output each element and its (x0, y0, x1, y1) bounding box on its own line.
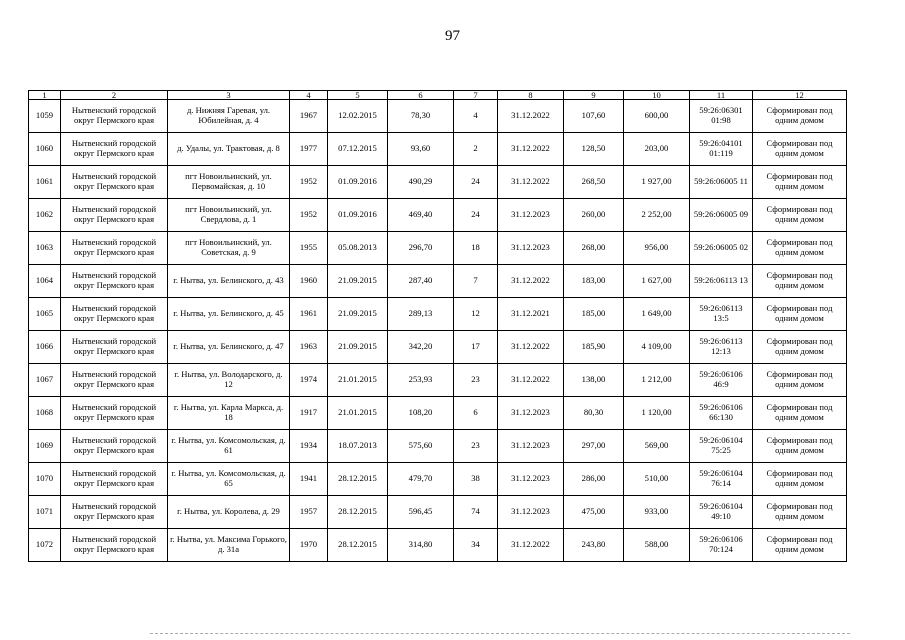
table-cell-col-8: 31.12.2023 (498, 463, 564, 496)
table-cell-col-6: 253,93 (388, 364, 454, 397)
table-header-row (29, 91, 847, 100)
table-cell-col-3: г. Нытва, ул. Комсомольская, д. 61 (168, 430, 290, 463)
table-cell-col-3: г. Нытва, ул. Комсомольская, д. 65 (168, 463, 290, 496)
table-row (29, 331, 847, 364)
column-header-9: 9 (564, 91, 624, 100)
table-row (29, 463, 847, 496)
table-cell-col-12: Сформирован под одним домом (753, 496, 847, 529)
table-cell-col-6: 108,20 (388, 397, 454, 430)
table-cell-col-9: 260,00 (564, 199, 624, 232)
table-cell-col-8: 31.12.2023 (498, 397, 564, 430)
table-cell-col-1: 1064 (29, 265, 61, 298)
table-cell-col-9: 183,00 (564, 265, 624, 298)
table-cell-col-10: 2 252,00 (624, 199, 690, 232)
table-cell-col-8: 31.12.2021 (498, 298, 564, 331)
table-cell-col-1: 1065 (29, 298, 61, 331)
table-cell-col-6: 287,40 (388, 265, 454, 298)
table-cell-col-9: 138,00 (564, 364, 624, 397)
table-cell-col-1: 1067 (29, 364, 61, 397)
table-cell-col-8: 31.12.2023 (498, 232, 564, 265)
table-cell-col-3: г. Нытва, ул. Королева, д. 29 (168, 496, 290, 529)
column-header-12: 12 (753, 91, 847, 100)
table-cell-col-1: 1068 (29, 397, 61, 430)
table-cell-col-4: 1917 (290, 397, 328, 430)
table-cell-col-6: 490,29 (388, 166, 454, 199)
table-cell-col-6: 296,70 (388, 232, 454, 265)
table-cell-col-4: 1941 (290, 463, 328, 496)
table-cell-col-5: 28.12.2015 (328, 529, 388, 562)
table-cell-col-1: 1071 (29, 496, 61, 529)
table-cell-col-2: Нытвенский городской округ Пермского края (61, 100, 168, 133)
table-cell-col-6: 314,80 (388, 529, 454, 562)
table-cell-col-2: Нытвенский городской округ Пермского края (61, 496, 168, 529)
table-cell-col-6: 289,13 (388, 298, 454, 331)
table-cell-col-2: Нытвенский городской округ Пермского края (61, 397, 168, 430)
table-cell-col-6: 93,60 (388, 133, 454, 166)
table-cell-col-11: 59:26:06113 13 (690, 265, 753, 298)
table-cell-col-9: 268,00 (564, 232, 624, 265)
table-cell-col-11: 59:26:06104 76:14 (690, 463, 753, 496)
table-cell-col-8: 31.12.2022 (498, 529, 564, 562)
table-cell-col-9: 475,00 (564, 496, 624, 529)
table-cell-col-10: 1 627,00 (624, 265, 690, 298)
table-cell-col-5: 12.02.2015 (328, 100, 388, 133)
table-cell-col-7: 7 (454, 265, 498, 298)
table-cell-col-7: 34 (454, 529, 498, 562)
table-cell-col-10: 1 649,00 (624, 298, 690, 331)
table-cell-col-2: Нытвенский городской округ Пермского края (61, 166, 168, 199)
table-cell-col-6: 575,60 (388, 430, 454, 463)
table-cell-col-4: 1970 (290, 529, 328, 562)
table-cell-col-3: г. Нытва, ул. Белинского, д. 47 (168, 331, 290, 364)
table-cell-col-2: Нытвенский городской округ Пермского края (61, 331, 168, 364)
table-cell-col-9: 268,50 (564, 166, 624, 199)
table-cell-col-12: Сформирован под одним домом (753, 529, 847, 562)
table-cell-col-11: 59:26:06104 49:10 (690, 496, 753, 529)
table-cell-col-8: 31.12.2023 (498, 430, 564, 463)
table-cell-col-1: 1062 (29, 199, 61, 232)
table-cell-col-4: 1967 (290, 100, 328, 133)
table-cell-col-8: 31.12.2022 (498, 133, 564, 166)
table-cell-col-7: 23 (454, 430, 498, 463)
column-header-2: 2 (61, 91, 168, 100)
column-header-3: 3 (168, 91, 290, 100)
table-cell-col-10: 956,00 (624, 232, 690, 265)
table-cell-col-6: 78,30 (388, 100, 454, 133)
table-cell-col-12: Сформирован под одним домом (753, 298, 847, 331)
table-cell-col-8: 31.12.2022 (498, 331, 564, 364)
table-cell-col-11: 59:26:06005 09 (690, 199, 753, 232)
table-cell-col-11: 59:26:06106 46:9 (690, 364, 753, 397)
table-cell-col-5: 18.07.2013 (328, 430, 388, 463)
table-cell-col-10: 1 120,00 (624, 397, 690, 430)
table-cell-col-5: 01.09.2016 (328, 199, 388, 232)
table-cell-col-5: 21.09.2015 (328, 298, 388, 331)
table-cell-col-7: 23 (454, 364, 498, 397)
table-row (29, 298, 847, 331)
table-cell-col-11: 59:26:06301 01:98 (690, 100, 753, 133)
table-cell-col-9: 297,00 (564, 430, 624, 463)
table-cell-col-7: 12 (454, 298, 498, 331)
table-cell-col-11: 59:26:06106 70:124 (690, 529, 753, 562)
table-cell-col-3: г. Нытва, ул. Карла Маркса, д. 18 (168, 397, 290, 430)
table-cell-col-7: 4 (454, 100, 498, 133)
table-cell-col-5: 21.09.2015 (328, 265, 388, 298)
table-cell-col-4: 1957 (290, 496, 328, 529)
table-cell-col-9: 185,00 (564, 298, 624, 331)
table-cell-col-10: 588,00 (624, 529, 690, 562)
table-cell-col-4: 1952 (290, 166, 328, 199)
table-cell-col-7: 6 (454, 397, 498, 430)
table-cell-col-2: Нытвенский городской округ Пермского края (61, 199, 168, 232)
table-cell-col-11: 59:26:06106 66:130 (690, 397, 753, 430)
table-cell-col-3: г. Нытва, ул. Белинского, д. 43 (168, 265, 290, 298)
table-cell-col-1: 1069 (29, 430, 61, 463)
table-cell-col-11: 59:26:06104 75:25 (690, 430, 753, 463)
table-cell-col-6: 342,20 (388, 331, 454, 364)
table-cell-col-10: 600,00 (624, 100, 690, 133)
table-cell-col-1: 1072 (29, 529, 61, 562)
table-cell-col-2: Нытвенский городской округ Пермского края (61, 364, 168, 397)
table-cell-col-12: Сформирован под одним домом (753, 364, 847, 397)
table-cell-col-4: 1974 (290, 364, 328, 397)
table-cell-col-1: 1066 (29, 331, 61, 364)
table-cell-col-7: 24 (454, 199, 498, 232)
table-row (29, 199, 847, 232)
table-cell-col-10: 1 927,00 (624, 166, 690, 199)
table-cell-col-11: 59:26:06005 11 (690, 166, 753, 199)
table-row (29, 496, 847, 529)
table-cell-col-3: г. Нытва, ул. Белинского, д. 45 (168, 298, 290, 331)
column-header-6: 6 (388, 91, 454, 100)
column-header-11: 11 (690, 91, 753, 100)
table-cell-col-3: г. Нытва, ул. Максима Горького, д. 31а (168, 529, 290, 562)
table-cell-col-9: 128,50 (564, 133, 624, 166)
table-cell-col-3: д. Нижняя Гаревая, ул. Юбилейная, д. 4 (168, 100, 290, 133)
table-cell-col-5: 21.09.2015 (328, 331, 388, 364)
table-cell-col-2: Нытвенский городской округ Пермского края (61, 232, 168, 265)
table-cell-col-1: 1070 (29, 463, 61, 496)
table-cell-col-5: 05.08.2013 (328, 232, 388, 265)
table-cell-col-2: Нытвенский городской округ Пермского края (61, 133, 168, 166)
page-number: 97 (445, 28, 460, 44)
table-cell-col-7: 74 (454, 496, 498, 529)
table-cell-col-4: 1955 (290, 232, 328, 265)
table-cell-col-2: Нытвенский городской округ Пермского края (61, 298, 168, 331)
table-cell-col-4: 1934 (290, 430, 328, 463)
table-cell-col-4: 1952 (290, 199, 328, 232)
table-row (29, 430, 847, 463)
table-cell-col-5: 28.12.2015 (328, 463, 388, 496)
table-cell-col-5: 07.12.2015 (328, 133, 388, 166)
table-cell-col-2: Нытвенский городской округ Пермского края (61, 265, 168, 298)
table-cell-col-1: 1060 (29, 133, 61, 166)
table-cell-col-8: 31.12.2023 (498, 199, 564, 232)
table-cell-col-1: 1061 (29, 166, 61, 199)
table-cell-col-2: Нытвенский городской округ Пермского края (61, 430, 168, 463)
table-cell-col-5: 21.01.2015 (328, 397, 388, 430)
table-cell-col-12: Сформирован под одним домом (753, 199, 847, 232)
table-cell-col-7: 17 (454, 331, 498, 364)
table-cell-col-4: 1961 (290, 298, 328, 331)
table-row (29, 133, 847, 166)
table-cell-col-1: 1059 (29, 100, 61, 133)
table-row (29, 232, 847, 265)
table-cell-col-9: 107,60 (564, 100, 624, 133)
table-cell-col-6: 469,40 (388, 199, 454, 232)
table-cell-col-7: 38 (454, 463, 498, 496)
table-cell-col-8: 31.12.2023 (498, 496, 564, 529)
table-cell-col-4: 1977 (290, 133, 328, 166)
table-row (29, 529, 847, 562)
table-cell-col-11: 59:26:06113 13:5 (690, 298, 753, 331)
column-header-5: 5 (328, 91, 388, 100)
table-cell-col-12: Сформирован под одним домом (753, 166, 847, 199)
table-cell-col-11: 59:26:06113 12:13 (690, 331, 753, 364)
table-cell-col-6: 479,70 (388, 463, 454, 496)
table-row (29, 397, 847, 430)
table-cell-col-7: 2 (454, 133, 498, 166)
table-cell-col-7: 24 (454, 166, 498, 199)
table-cell-col-2: Нытвенский городской округ Пермского края (61, 463, 168, 496)
table-cell-col-9: 243,80 (564, 529, 624, 562)
table-cell-col-10: 4 109,00 (624, 331, 690, 364)
table-cell-col-4: 1963 (290, 331, 328, 364)
table-cell-col-10: 1 212,00 (624, 364, 690, 397)
page-bottom-line (150, 633, 850, 634)
table-cell-col-10: 203,00 (624, 133, 690, 166)
table-cell-col-12: Сформирован под одним домом (753, 265, 847, 298)
table-cell-col-11: 59:26:04101 01:119 (690, 133, 753, 166)
table-cell-col-12: Сформирован под одним домом (753, 100, 847, 133)
table-row (29, 166, 847, 199)
table-cell-col-1: 1063 (29, 232, 61, 265)
table-cell-col-3: пгт Новоильинский, ул. Первомайская, д. 10 (168, 166, 290, 199)
table-row (29, 265, 847, 298)
table-cell-col-12: Сформирован под одним домом (753, 463, 847, 496)
table-cell-col-4: 1960 (290, 265, 328, 298)
table-cell-col-9: 286,00 (564, 463, 624, 496)
table-cell-col-12: Сформирован под одним домом (753, 397, 847, 430)
table-cell-col-8: 31.12.2022 (498, 166, 564, 199)
column-header-4: 4 (290, 91, 328, 100)
table-cell-col-8: 31.12.2022 (498, 364, 564, 397)
column-header-10: 10 (624, 91, 690, 100)
table-row (29, 100, 847, 133)
table-cell-col-11: 59:26:06005 02 (690, 232, 753, 265)
table-cell-col-12: Сформирован под одним домом (753, 133, 847, 166)
table-cell-col-3: пгт Новоильинский, ул. Советская, д. 9 (168, 232, 290, 265)
table-cell-col-8: 31.12.2022 (498, 265, 564, 298)
table-cell-col-5: 28.12.2015 (328, 496, 388, 529)
table-cell-col-10: 933,00 (624, 496, 690, 529)
table-cell-col-5: 01.09.2016 (328, 166, 388, 199)
table-cell-col-5: 21.01.2015 (328, 364, 388, 397)
table-cell-col-9: 185,90 (564, 331, 624, 364)
table-cell-col-8: 31.12.2022 (498, 100, 564, 133)
registry-table (28, 90, 847, 562)
table-cell-col-12: Сформирован под одним домом (753, 430, 847, 463)
table-cell-col-9: 80,30 (564, 397, 624, 430)
table-cell-col-3: пгт Новоильинский, ул. Свердлова, д. 1 (168, 199, 290, 232)
column-header-8: 8 (498, 91, 564, 100)
table-cell-col-3: д. Удалы, ул. Трактовая, д. 8 (168, 133, 290, 166)
column-header-1: 1 (29, 91, 61, 100)
table-cell-col-10: 510,00 (624, 463, 690, 496)
table-body (29, 100, 847, 562)
table-cell-col-12: Сформирован под одним домом (753, 331, 847, 364)
table-cell-col-3: г. Нытва, ул. Володарского, д. 12 (168, 364, 290, 397)
table-cell-col-7: 18 (454, 232, 498, 265)
table-cell-col-2: Нытвенский городской округ Пермского края (61, 529, 168, 562)
table-cell-col-12: Сформирован под одним домом (753, 232, 847, 265)
table-row (29, 364, 847, 397)
table-cell-col-6: 596,45 (388, 496, 454, 529)
column-header-7: 7 (454, 91, 498, 100)
table-cell-col-10: 569,00 (624, 430, 690, 463)
